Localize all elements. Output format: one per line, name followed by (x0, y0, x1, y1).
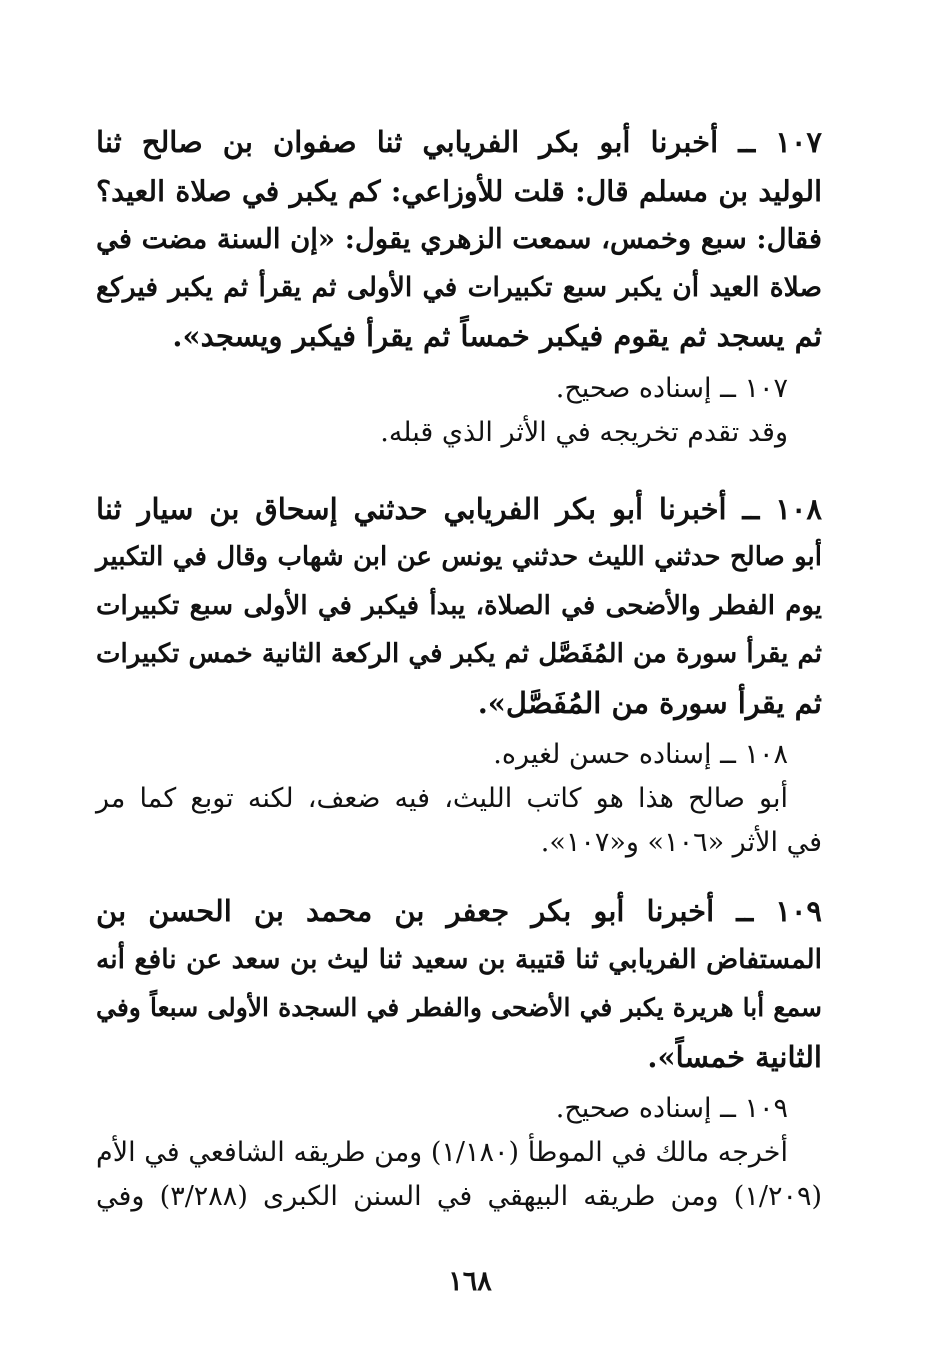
note-line: ١٠٩ ــ إسناده صحيح. (555, 1093, 788, 1124)
hadith-line: فقال: سبع وخمس، سمعت الزهري يقول: «إن السنة مضت في (96, 223, 822, 255)
note-line: في الأثر «١٠٦» و«١٠٧». (540, 827, 822, 858)
hadith-line: ١٠٨ ــ أخبرنا أبو بكر الفريابي حدثني إسحاق بن سيار ثنا (96, 491, 822, 526)
section-gap (96, 455, 822, 485)
hadith-line: صلاة العيد أن يكبر سبع تكبيرات في الأولى ثم يقرأ ثم يكبر فيركع (96, 271, 822, 303)
hadith-line: ثم يقرأ سورة من المُفَصَّل ثم يكبر في الركعة الثانية خمس تكبيرات (96, 639, 822, 669)
note-107 (96, 367, 822, 455)
hadith-line: ثم يقرأ سورة من المُفَصَّل». (477, 685, 822, 720)
section-gap (96, 865, 822, 887)
note-line: أخرجه مالك في الموطأ (١/١٨٠) ومن طريقه الشافعي في الأم (96, 1137, 789, 1168)
note-line: ١٠٨ ــ إسناده حسن لغيره. (493, 739, 788, 770)
hadith-line: ١٠٩ ــ أخبرنا أبو بكر جعفر بن محمد بن الحسن بن (96, 894, 822, 928)
hadith-line: الوليد بن مسلم قال: قلت للأوزاعي: كم يكبر في صلاة العيد؟ (96, 173, 822, 208)
hadith-107 (96, 118, 822, 361)
hadith-line: الثانية خمساً». (647, 1039, 822, 1074)
hadith-line: سمع أبا هريرة يكبر في الأضحى والفطر في السجدة الأولى سبعاً وفي (96, 993, 822, 1022)
note-108 (96, 733, 822, 865)
note-109 (96, 1087, 822, 1219)
note-line: ١٠٧ ــ إسناده صحيح. (555, 372, 788, 404)
hadith-line: ١٠٧ ــ أخبرنا أبو بكر الفريابي ثنا صفوان بن صالح ثنا (96, 125, 822, 159)
hadith-109 (96, 887, 822, 1081)
hadith-line: المستفاض الفريابي ثنا قتيبة بن سعيد ثنا ليث بن سعد عن نافع أنه (96, 943, 822, 975)
note-line: وقد تقدم تخريجه في الأثر الذي قبله. (380, 416, 788, 448)
hadith-line: ثم يسجد ثم يقوم فيكبر خمساً ثم يقرأ فيكبر ويسجد». (172, 319, 822, 353)
hadith-108 (96, 485, 822, 728)
note-line: أبو صالح هذا هو كاتب الليث، فيه ضعف، لكنه توبع كما مر (96, 783, 788, 814)
hadith-line: أبو صالح حدثني الليث حدثني يونس عن ابن شهاب وقال في التكبير (96, 542, 822, 572)
hadith-line: يوم الفطر والأضحى في الصلاة، يبدأ فيكبر في الأولى سبع تكبيرات (96, 590, 822, 621)
page-number: ١٦٨ (448, 1266, 492, 1297)
note-line: (١/٢٠٩) ومن طريقه البيهقي في السنن الكبرى (٣/٢٨٨) وفي (96, 1181, 822, 1212)
